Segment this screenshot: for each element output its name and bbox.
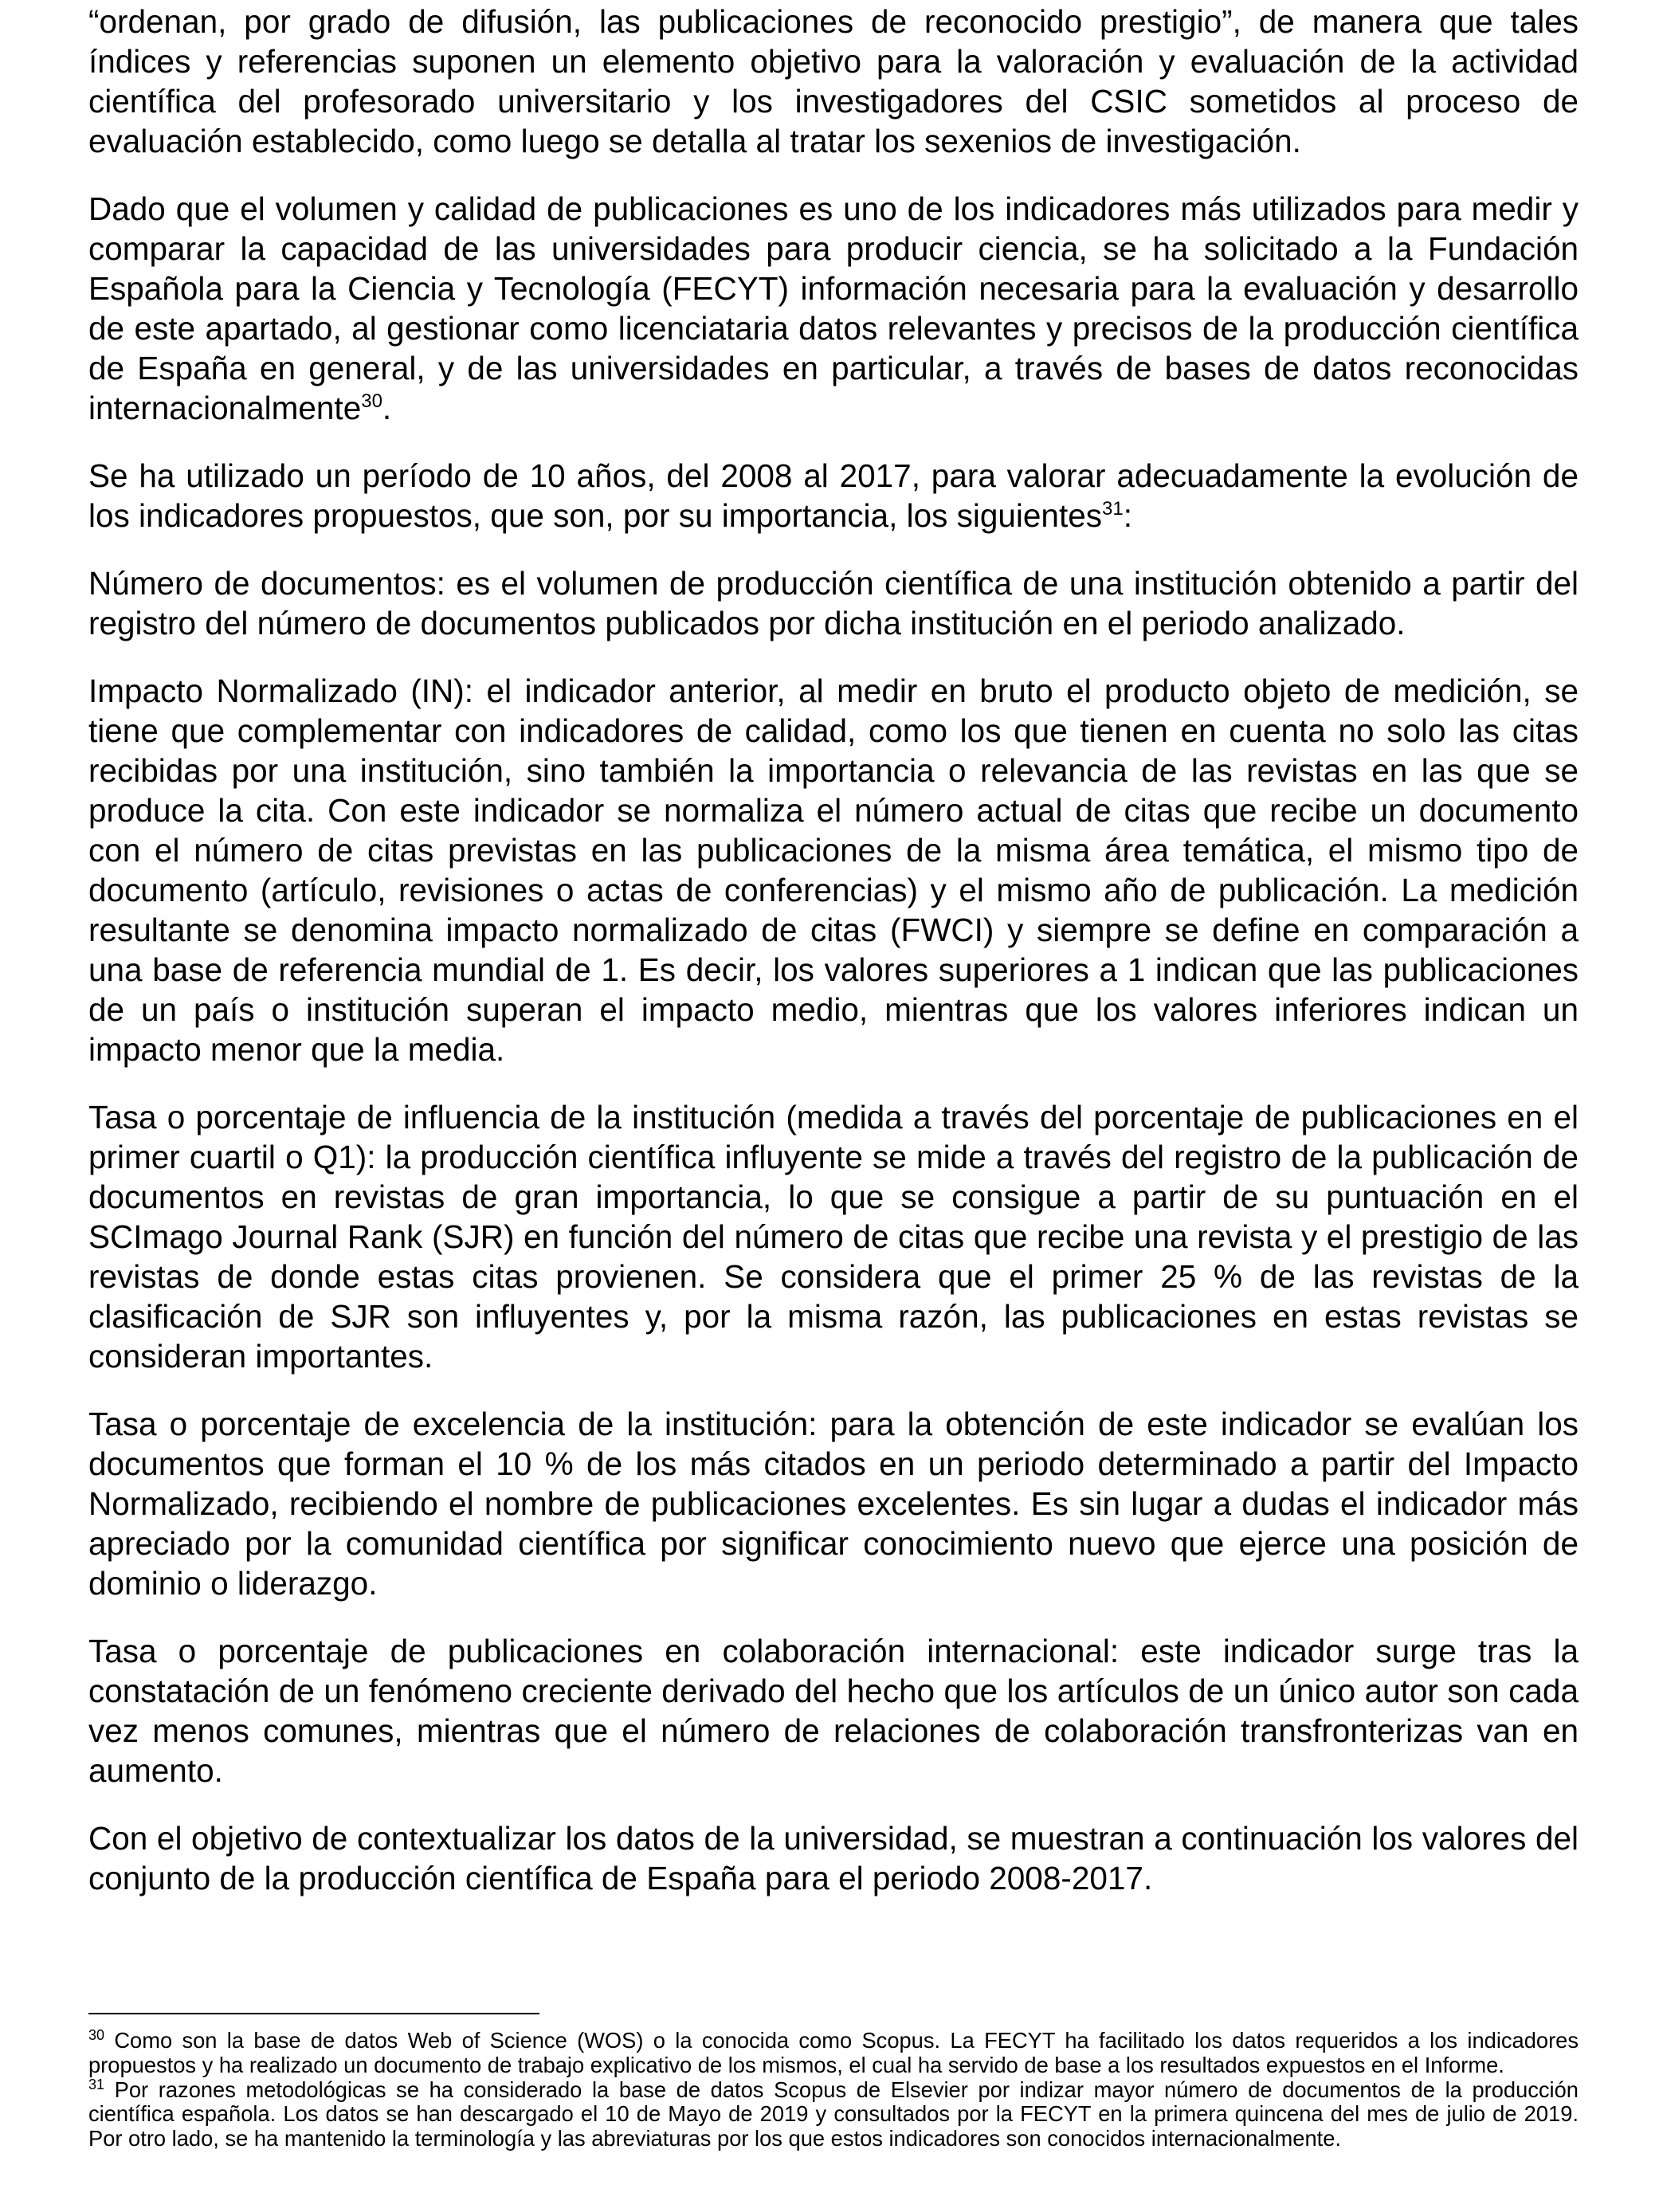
- footnote-text: Por razones metodológicas se ha considerado la base de datos Scopus de Elsevier por indizar mayor número de documentos de la producción científica española. Los datos se han descargado el 10 de Mayo de 2019 y consultados por la FECYT en la primera quincena del mes de julio de 2019. Por otro lado, se ha mantenido la terminología y las abreviaturas por los que estos indicadores son conocidos internacionalmente.: [88, 2077, 1579, 2151]
- paragraph-influence-rate: Tasa o porcentaje de influencia de la institución (medida a través del porcentaje de publicaciones en el primer cuartil o Q1): la producción científica influyente se mide a través del registro de la publicación de documentos en revistas de gran importancia, lo que se consigue a partir de su puntuación en el SCImago Journal Rank (SJR) en función del número de citas que recibe una revista y el prestigio de las revistas de donde estas citas provienen. Se considera que el primer 25 % de las revistas de la clasificación de SJR son influyentes y, por la misma razón, las publicaciones en estas revistas se consideran importantes.: [88, 1099, 1579, 1375]
- footnote-30: [88, 2029, 1579, 2078]
- footnote-text: Como son la base de datos Web of Science (WOS) o la conocida como Scopus. La FECYT ha facilitado los datos requeridos a los indicadores propuestos y ha realizado un documento de trabajo explicativo de los mismos, el cual ha servido de base a los resultados expuestos en el Informe.: [88, 2028, 1579, 2077]
- punctuation: .: [382, 390, 392, 426]
- footnote-31: [88, 2078, 1579, 2151]
- footnote-reference-30[interactable]: 30: [361, 390, 382, 412]
- paragraph-excellence-rate: Tasa o porcentaje de excelencia de la institución: para la obtención de este indicador se evalúan los documentos que forman el 10 % de los más citados en un periodo determinado a partir del Impacto Normalizado, recibiendo el nombre de publicaciones excelentes. Es sin lugar a dudas el indicador más apreciado por la comunidad científica por significar conocimiento nuevo que ejerce una posición de dominio o liderazgo.: [88, 1406, 1579, 1602]
- punctuation: :: [1123, 497, 1132, 534]
- paragraph-international-collaboration: Tasa o porcentaje de publicaciones en colaboración internacional: este indicador surge tras la constatación de un fenómeno creciente derivado del hecho que los artículos de un único autor son cada vez menos comunes, mientras que el número de relaciones de colaboración transfronterizas van en aumento.: [88, 1633, 1579, 1789]
- footnotes: [88, 2029, 1579, 2151]
- paragraph-fecyt-request: [88, 189, 1579, 428]
- body-text: [88, 2, 1579, 1926]
- footnote-number: 31: [88, 2076, 105, 2092]
- paragraph-context-spain: Con el objetivo de contextualizar los datos de la universidad, se muestran a continuación los valores del conjunto de la producción científica de España para el periodo 2008-2017.: [88, 1820, 1579, 1896]
- paragraph-text: Dado que el volumen y calidad de publicaciones es uno de los indicadores más utilizados para medir y comparar la capacidad de las universidades para producir ciencia, se ha solicitado a la Fundación Española para la Ciencia y Tecnología (FECYT) información necesaria para la evaluación y desarrollo de este apartado, al gestionar como licenciataria datos relevantes y precisos de la producción científica de España en general, y de las universidades en particular, a través de bases de datos reconocidas internacionalmente: [88, 190, 1579, 426]
- footnote-separator: [88, 2013, 539, 2014]
- footnote-number: 30: [88, 2027, 105, 2043]
- paragraph-citation-indices: “ordenan, por grado de difusión, las publicaciones de reconocido prestigio”, de manera que tales índices y referencias suponen un elemento objetivo para la valoración y evaluación de la actividad científica del profesorado universitario y los investigadores del CSIC sometidos al proceso de evaluación establecido, como luego se detalla al tratar los sexenios de investigación.: [88, 3, 1579, 159]
- paragraph-text: Se ha utilizado un período de 10 años, del 2008 al 2017, para valorar adecuadamente la evolución de los indicadores propuestos, que son, por su importancia, los siguientes: [88, 457, 1579, 534]
- paragraph-normalized-impact: Impacto Normalizado (IN): el indicador anterior, al medir en bruto el producto objeto de medición, se tiene que complementar con indicadores de calidad, como los que tienen en cuenta no solo las citas recibidas por una institución, sino también la importancia o relevancia de las revistas en las que se produce la cita. Con este indicador se normaliza el número actual de citas que recibe un documento con el número de citas previstas en las publicaciones de la misma área temática, el mismo tipo de documento (artículo, revisiones o actas de conferencias) y el mismo año de publicación. La medición resultante se denomina impacto normalizado de citas (FWCI) y siempre se define en comparación a una base de referencia mundial de 1. Es decir, los valores superiores a 1 indican que las publicaciones de un país o institución superan el impacto medio, mientras que los valores inferiores indican un impacto menor que la media.: [88, 673, 1579, 1068]
- paragraph-number-of-documents: Número de documentos: es el volumen de producción científica de una institución obtenido a partir del registro del número de documentos publicados por dicha institución en el periodo analizado.: [88, 565, 1579, 641]
- footnote-reference-31[interactable]: 31: [1101, 498, 1124, 520]
- paragraph-period-indicators: [88, 456, 1579, 535]
